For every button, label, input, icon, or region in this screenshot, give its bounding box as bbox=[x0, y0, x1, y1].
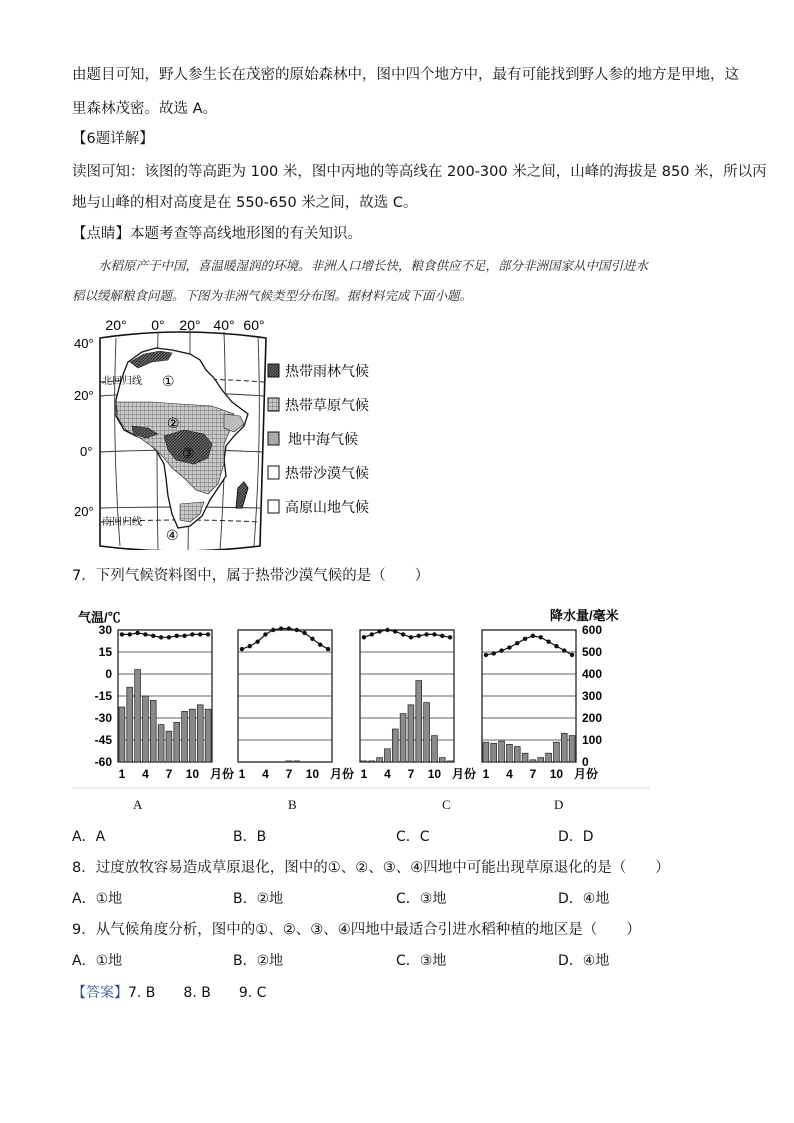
temperature-point bbox=[263, 632, 267, 636]
lat-label-20n: 20° bbox=[74, 388, 94, 403]
temperature-point bbox=[206, 632, 210, 636]
temp-tick-label: -30 bbox=[94, 711, 112, 725]
lat-label-40n: 40° bbox=[74, 336, 94, 351]
precip-tick-label: 100 bbox=[582, 733, 603, 747]
month-tick-label: 4 bbox=[262, 767, 269, 781]
answer-values: 7. B 8. B 9. C bbox=[128, 985, 267, 1001]
temperature-point bbox=[385, 628, 389, 632]
temperature-point bbox=[362, 635, 366, 639]
precip-bar bbox=[286, 761, 292, 762]
temperature-point bbox=[135, 631, 139, 635]
temperature-point bbox=[424, 632, 428, 636]
q9-option-a[interactable]: A．①地 bbox=[72, 953, 123, 969]
month-unit-label: 月份 bbox=[330, 767, 355, 781]
temp-tick-label: 30 bbox=[98, 623, 112, 637]
precip-bar bbox=[546, 753, 552, 762]
temperature-point bbox=[175, 634, 179, 638]
q8-option-b[interactable]: B．②地 bbox=[233, 891, 284, 907]
q7-option-b[interactable]: B．B bbox=[233, 829, 267, 845]
month-unit-label: 月份 bbox=[210, 767, 235, 781]
precip-bar bbox=[530, 760, 536, 762]
month-unit-label: 月份 bbox=[452, 767, 477, 781]
precip-bar bbox=[554, 742, 560, 762]
precip-bar bbox=[166, 731, 172, 762]
precip-bar bbox=[377, 758, 383, 762]
temperature-point bbox=[287, 626, 291, 630]
q8-stem: 8．过度放牧容易造成草原退化，图中的①、②、③、④四地中可能出现草原退化的是（ ） bbox=[72, 860, 670, 876]
temperature-point bbox=[271, 628, 275, 632]
precip-tick-label: 400 bbox=[582, 667, 603, 681]
precip-tick-label: 200 bbox=[582, 711, 603, 725]
q8-option-a[interactable]: A．①地 bbox=[72, 891, 123, 907]
precip-bar bbox=[174, 722, 180, 762]
tropic-capricorn-label: 南回归线 bbox=[102, 517, 142, 528]
lon-label-20w: 20° bbox=[105, 318, 127, 333]
temperature-point bbox=[326, 647, 330, 651]
answer-line bbox=[72, 983, 266, 1003]
precip-bar bbox=[491, 743, 497, 762]
temperature-point bbox=[248, 644, 252, 648]
y-right-title: 降水量/毫米 bbox=[550, 608, 619, 623]
temperature-point bbox=[531, 634, 535, 638]
material-line-1: 水稻原产于中国，喜温暖湿润的环境。非洲人口增长快，粮食供应不足，部分非洲国家从中国引进水 bbox=[98, 258, 649, 273]
explanation-line-2: 里森林茂密。故选 A。 bbox=[72, 101, 218, 117]
precip-bar bbox=[400, 714, 406, 762]
q9-option-b[interactable]: B．②地 bbox=[233, 953, 284, 969]
climate-charts bbox=[72, 600, 652, 790]
temperature-point bbox=[393, 629, 397, 633]
precip-bar bbox=[369, 761, 375, 762]
precip-bar bbox=[499, 741, 505, 762]
temp-tick-label: -60 bbox=[94, 755, 112, 769]
temperature-point bbox=[523, 637, 527, 641]
temperature-point bbox=[370, 632, 374, 636]
tip-line: 【点睛】本题考查等高线地形图的有关知识。 bbox=[72, 226, 362, 242]
legend-desert: 热带沙漠气候 bbox=[285, 465, 369, 481]
precip-bar bbox=[514, 747, 520, 762]
month-tick-label: 7 bbox=[285, 767, 293, 781]
temp-tick-label: 0 bbox=[105, 667, 112, 681]
temp-tick-label: 15 bbox=[98, 645, 112, 659]
temperature-point bbox=[128, 632, 132, 636]
month-tick-label: 4 bbox=[506, 767, 513, 781]
month-tick-label: 7 bbox=[165, 767, 173, 781]
precip-bar bbox=[361, 761, 367, 762]
month-unit-label: 月份 bbox=[574, 767, 599, 781]
month-tick-label: 10 bbox=[305, 767, 320, 781]
temperature-point bbox=[190, 632, 194, 636]
precip-bar bbox=[150, 700, 156, 762]
q6-heading: 【6题详解】 bbox=[72, 131, 154, 147]
month-tick-label: 4 bbox=[142, 767, 149, 781]
precip-bar bbox=[522, 753, 528, 762]
temp-tick-label: -15 bbox=[94, 689, 112, 703]
precip-bar bbox=[127, 687, 133, 762]
precip-bar bbox=[538, 758, 544, 762]
precip-bar bbox=[143, 696, 149, 762]
precip-bar bbox=[182, 711, 188, 762]
precip-bar bbox=[432, 736, 438, 762]
legend-rainforest: 热带雨林气候 bbox=[285, 363, 369, 379]
precip-bar bbox=[424, 703, 430, 762]
temperature-point bbox=[432, 632, 436, 636]
temperature-point bbox=[377, 629, 381, 633]
month-tick-label: 10 bbox=[549, 767, 564, 781]
temp-tick-label: -45 bbox=[94, 733, 112, 747]
temperature-point bbox=[440, 634, 444, 638]
precip-bar bbox=[135, 670, 141, 762]
q6-line-2: 地与山峰的相对高度是在 550-650 米之间，故选 C。 bbox=[72, 195, 418, 211]
temperature-point bbox=[159, 635, 163, 639]
temperature-point bbox=[515, 641, 519, 645]
temperature-point bbox=[167, 635, 171, 639]
lon-label-0: 0° bbox=[151, 318, 165, 333]
precip-tick-label: 600 bbox=[582, 623, 603, 637]
precip-bar bbox=[119, 707, 125, 762]
marker-3: ③ bbox=[182, 445, 195, 461]
q7-option-c[interactable]: C．C bbox=[396, 829, 430, 845]
q8-option-d[interactable]: D．④地 bbox=[558, 891, 610, 907]
q9-option-c[interactable]: C．③地 bbox=[396, 953, 447, 969]
legend-mediterranean: 地中海气候 bbox=[288, 431, 358, 447]
temperature-point bbox=[539, 635, 543, 639]
legend-savanna: 热带草原气候 bbox=[285, 397, 369, 413]
temperature-point bbox=[310, 637, 314, 641]
q7-option-d[interactable]: D．D bbox=[558, 829, 594, 845]
legend-highland: 高原山地气候 bbox=[285, 499, 369, 515]
lat-label-0: 0° bbox=[80, 444, 93, 459]
precip-bar bbox=[294, 761, 300, 762]
temperature-point bbox=[302, 631, 306, 635]
temperature-point bbox=[120, 632, 124, 636]
temperature-point bbox=[279, 626, 283, 630]
temperature-point bbox=[409, 635, 413, 639]
temperature-point bbox=[546, 640, 550, 644]
map-legend bbox=[268, 363, 369, 515]
temperature-point bbox=[554, 644, 558, 648]
temperature-point bbox=[401, 632, 405, 636]
temperature-point bbox=[484, 653, 488, 657]
q8-option-c[interactable]: C．③地 bbox=[396, 891, 447, 907]
month-tick-label: 7 bbox=[407, 767, 415, 781]
panel-label-a: A bbox=[133, 797, 143, 812]
marker-1: ① bbox=[162, 373, 175, 389]
q6-line-1: 读图可知：该图的等高距为 100 米，图中丙地的等高线在 200-300 米之间，山峰的海拔是 850 米，所以丙 bbox=[72, 164, 767, 180]
temperature-point bbox=[240, 647, 244, 651]
explanation-line-1: 由题目可知，野人参生长在茂密的原始森林中，图中四个地方中，最有可能找到野人参的地方是甲地，这 bbox=[72, 67, 739, 83]
precip-bar bbox=[385, 749, 391, 762]
precip-bar bbox=[416, 681, 422, 762]
lon-label-60e: 60° bbox=[243, 318, 265, 333]
precip-bar bbox=[507, 744, 513, 762]
temperature-point bbox=[417, 634, 421, 638]
temperature-point bbox=[151, 634, 155, 638]
precip-tick-label: 300 bbox=[582, 689, 603, 703]
month-tick-label: 10 bbox=[185, 767, 200, 781]
precip-bar bbox=[569, 736, 575, 762]
precip-bar bbox=[447, 761, 453, 762]
month-tick-label: 4 bbox=[384, 767, 391, 781]
africa-climate-map bbox=[72, 318, 392, 550]
q9-option-d[interactable]: D．④地 bbox=[558, 953, 610, 969]
month-tick-label: 1 bbox=[360, 767, 368, 781]
temperature-point bbox=[318, 642, 322, 646]
temperature-point bbox=[570, 653, 574, 657]
temperature-point bbox=[182, 634, 186, 638]
temperature-point bbox=[295, 628, 299, 632]
answer-label: 【答案】 bbox=[72, 985, 128, 1001]
precip-bar bbox=[197, 705, 203, 762]
precip-bar bbox=[190, 709, 196, 762]
month-tick-label: 7 bbox=[529, 767, 537, 781]
temperature-point bbox=[255, 640, 259, 644]
temperature-point bbox=[562, 648, 566, 652]
precip-bar bbox=[158, 725, 164, 762]
marker-2: ② bbox=[167, 415, 180, 431]
lon-label-20e: 20° bbox=[179, 318, 201, 333]
temperature-point bbox=[448, 635, 452, 639]
lat-label-20s: 20° bbox=[74, 504, 94, 519]
material-line-2: 稻以缓解粮食问题。下图为非洲气候类型分布图。据材料完成下面小题。 bbox=[72, 288, 473, 303]
q7-stem: 7．下列气候资料图中，属于热带沙漠气候的是（ ） bbox=[72, 568, 430, 584]
temperature-point bbox=[499, 648, 503, 652]
precip-bar bbox=[439, 758, 445, 762]
panel-label-c: C bbox=[442, 797, 451, 812]
month-tick-label: 1 bbox=[482, 767, 490, 781]
temperature-point bbox=[143, 632, 147, 636]
lon-label-40e: 40° bbox=[213, 318, 235, 333]
tropic-cancer-label: 北回归线 bbox=[102, 376, 142, 387]
temperature-point bbox=[492, 651, 496, 655]
panel-label-d: D bbox=[554, 797, 564, 812]
precip-bar bbox=[408, 705, 414, 762]
precip-bar bbox=[205, 709, 211, 762]
precip-tick-label: 500 bbox=[582, 645, 603, 659]
y-left-title: 气温/℃ bbox=[78, 610, 121, 625]
q7-option-a[interactable]: A．A bbox=[72, 829, 106, 845]
temperature-point bbox=[198, 632, 202, 636]
month-tick-label: 1 bbox=[118, 767, 126, 781]
month-tick-label: 1 bbox=[238, 767, 246, 781]
precip-bar bbox=[561, 733, 567, 762]
q9-stem: 9．从气候角度分析，图中的①、②、③、④四地中最适合引进水稻种植的地区是（ ） bbox=[72, 922, 641, 938]
marker-4: ④ bbox=[166, 527, 179, 543]
temperature-point bbox=[507, 645, 511, 649]
precip-bar bbox=[392, 729, 398, 762]
month-tick-label: 10 bbox=[427, 767, 442, 781]
precip-bar bbox=[483, 742, 489, 762]
precip-tick-label: 0 bbox=[582, 755, 589, 769]
panel-label-b: B bbox=[288, 797, 297, 812]
